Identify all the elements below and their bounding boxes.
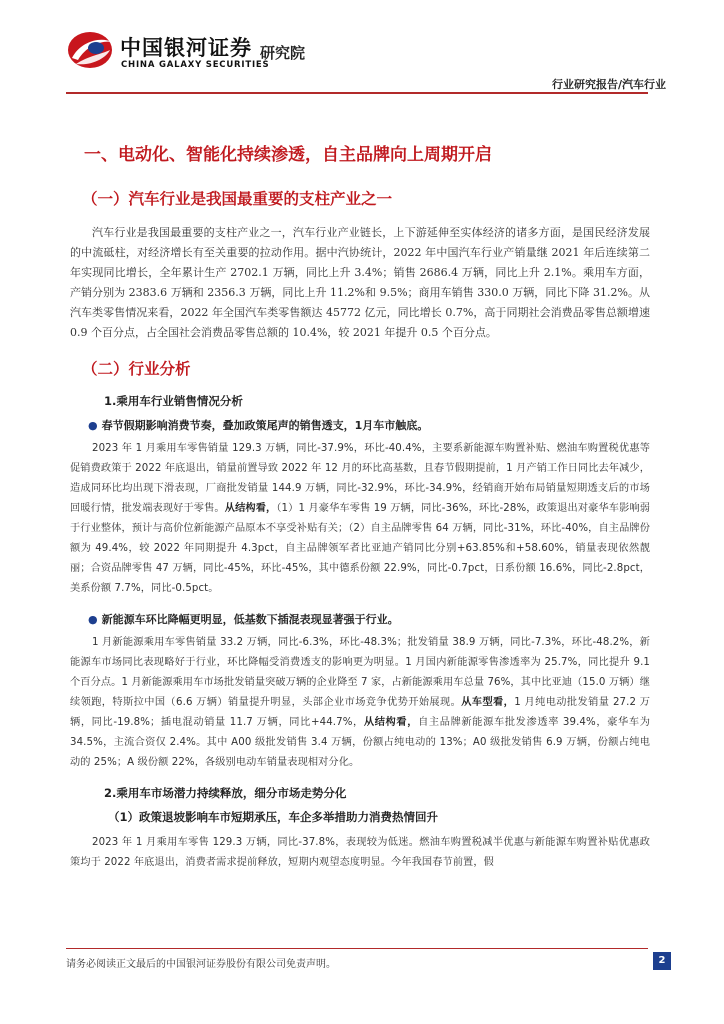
subsection-title-1: （一）汽车行业是我国最重要的支柱产业之一 xyxy=(82,190,393,208)
brand-institute: 研究院 xyxy=(260,44,306,62)
bold-segment: 从结构看， xyxy=(224,503,277,514)
text-segment: 自主品牌新能源车批发渗透率 39.4%，豪华车为 34.5%，主流合资仅 2.4%。其中 A00 级批发销售 3.4 万辆，份额占纯电动的 13%；A0 级批发销售 6.9 万辆，份额占纯电动的 25%；A 级份额 22%，各级别电动车销量表现相对分化。 xyxy=(70,717,651,768)
section-title: 一、电动化、智能化持续渗透，自主品牌向上周期开启 xyxy=(84,145,492,165)
paragraph-nev-sales xyxy=(70,633,650,773)
bullet-point-1 xyxy=(88,417,650,433)
heading-market-potential: 2.乘用车市场潜力持续释放，细分市场走势分化 xyxy=(104,786,347,800)
heading-passenger-sales: 1.乘用车行业销售情况分析 xyxy=(104,394,243,408)
brand-name-cn: 中国银河证券 xyxy=(120,36,252,60)
footer-divider xyxy=(66,948,648,949)
bullet-text: 春节假期影响消费节奏，叠加政策尾声的销售透支，1月车市触底。 xyxy=(101,419,429,432)
subsection-title-2: （二）行业分析 xyxy=(82,360,191,378)
paragraph-policy-impact: 2023 年 1 月乘用车零售 129.3 万辆，同比-37.8%，表现较为低迷。燃油车购置税减半优惠与新能源车购置补贴优惠政策均于 2022 年底退出，消费者需求提前释放，短期内观望态度明显。今年我国春节前置，假 xyxy=(70,837,650,868)
text-segment: （1）1 月豪华车零售 19 万辆，同比-36%，环比-28%，政策退出对豪华车影响弱于行业整体，预计与高价位新能源产品原本不享受补贴有关；（2）自主品牌零售 64 万辆，同比-31%，环比-40%，自主品牌份额为 49.4%，较 2022 年同期提升 4.3pct，自主品牌领军者比亚迪产销同比分别+63.85%和+58.60%，销量表现依然靓丽；合资品牌零售 47 万辆，同比-45%，环比-45%，其中德系份额 22.9%，同比-0.7pct，日系份额 16.6%，同比-2.8pct，美系份额 7.7%，同比-0.5pct。 xyxy=(70,503,651,594)
header-divider xyxy=(66,92,648,94)
text-segment: 1 月新能源乘用车零售销量 33.2 万辆，同比-6.3%，环比-48.3%；批发销量 38.9 万辆，同比-7.3%，环比-48.2%，新能源车市场同比表现略好于行业，环比降幅受消费透支的影响更为明显。1 月国内新能源零售渗透率为 25.7%，同比提升 9.1 个百分点。1 月新能源乘用车市场批发销量突破万辆的企业降至 7 家，占新能源乘用车总量 76%，其中比亚迪（15.0 万辆）继续领跑，特斯拉中国（6.6 万辆）销量提升明显，头部企业市场竞争优势开始展现。 xyxy=(70,637,650,708)
bullet-point-2 xyxy=(88,611,650,627)
heading-policy-impact: （1）政策退坡影响车市短期承压，车企多举措助力消费热情回升 xyxy=(108,810,438,824)
brand-name-en: CHINA GALAXY SECURITIES xyxy=(121,60,270,70)
galaxy-logo-icon xyxy=(66,28,116,72)
paragraph-jan-sales xyxy=(70,439,650,599)
page-number: 2 xyxy=(653,952,671,970)
paragraph-industry-overview: 汽车行业是我国最重要的支柱产业之一，汽车行业产业链长，上下游延伸至实体经济的诸多方面，是国民经济发展的中流砥柱，对经济增长有至关重要的拉动作用。据中汽协统计，2022 年中国汽车行业产销量继 2021 年后连续第二年实现同比增长，全年累计生产 2702.1 万辆，同比上升 3.4%；销售 2686.4 万辆，同比上升 2.1%。乘用车方面，产销分别为 2383.6 万辆和 2356.3 万辆，同比上升 11.2%和 9.5%；商用车销售 330.0 万辆，同比下降 31.2%。从汽车类零售情况来看，2022 年全国汽车类零售额达 45772 亿元，同比增长 0.7%，高于同期社会消费品零售总额增速 0.9 个百分点，占全国社会消费品零售总额的 10.4%，较 2021 年提升 0.5 个百分点。 xyxy=(70,226,650,339)
text-segment: 2023 年 1 月乘用车零售销量 129.3 万辆，同比-37.9%，环比-40.4%，主要系新能源车购置补贴、燃油车购置税优惠等促销费政策于 2022 年底退出，销量前置导致 2022 年 12 月的环比高基数，且春节假期提前，1 月产销工作日同比去年减少，造成同环比均出现下滑表现，厂商批发销量 144.9 万辆，同比-32.9%，环比-34.9%，经销商开始布局销量短期透支后的市场回暖行情，批发端表现好于零售。 xyxy=(70,443,650,514)
bold-segment: 从车型看， xyxy=(461,697,515,708)
text-segment: 1 月纯电动批发销量 27.2 万辆，同比-19.8%；插电混动销量 11.7 万辆，同比+44.7%， xyxy=(70,697,650,728)
report-type: 行业研究报告/汽车行业 xyxy=(551,78,666,91)
main-content xyxy=(70,140,650,885)
bullet-icon: ● xyxy=(88,613,98,626)
bullet-text: 新能源车环比降幅更明显，低基数下插混表现显著强于行业。 xyxy=(101,613,399,626)
footer-disclaimer: 请务必阅读正文最后的中国银河证券股份有限公司免责声明。 xyxy=(66,959,336,970)
bold-segment: 从结构看， xyxy=(363,717,419,728)
bullet-icon: ● xyxy=(88,419,98,432)
page-header xyxy=(66,22,666,92)
